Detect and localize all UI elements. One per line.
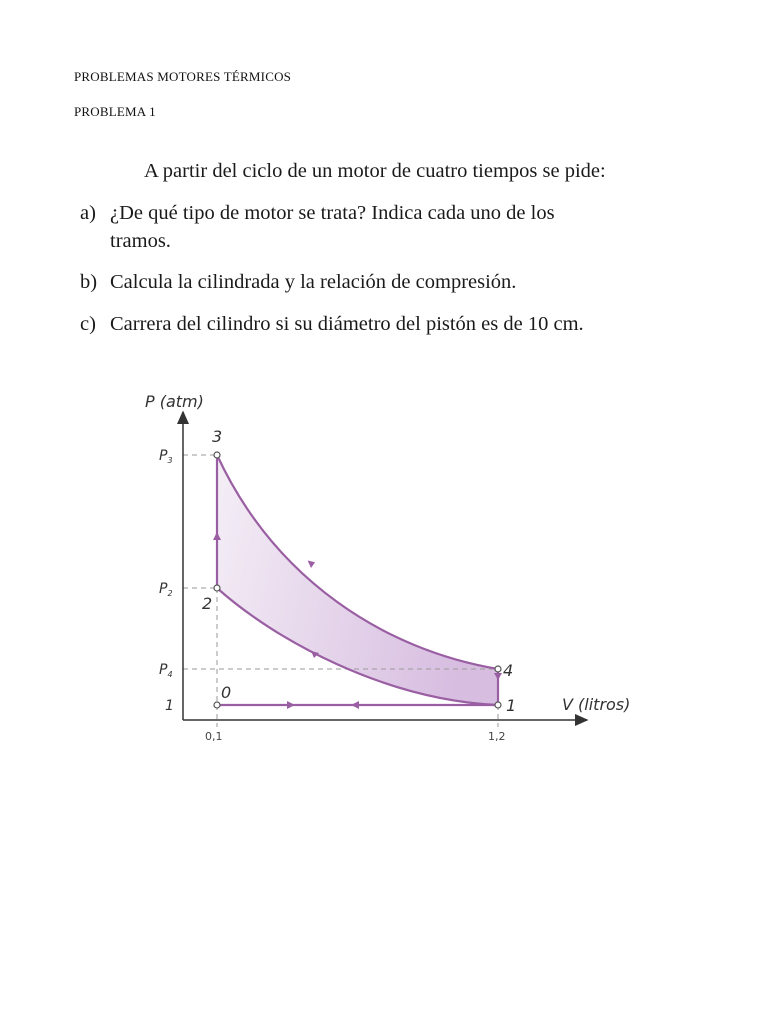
question-text: Carrera del cilindro si su diámetro del pistón es de 10 cm. [110,313,584,335]
point-3 [214,452,220,458]
point-label-0: 0 [221,683,232,702]
x-axis-label: V (litros) [562,695,631,714]
x-tick-0-1: 0,1 [205,730,223,743]
document-title: PROBLEMAS MOTORES TÉRMICOS [74,69,292,84]
x-tick-1-2: 1,2 [488,730,506,743]
y-tick-p4: $P_4$ [159,662,173,679]
question-letter: a) [80,202,96,224]
question-text: Calcula la cilindrada y la relación de compresión. [110,271,517,293]
point-1 [495,702,501,708]
y-tick-1: 1 [165,698,174,714]
y-axis-label: P (atm) [145,392,204,411]
y-tick-p3: $P_3$ [159,448,173,465]
y-tick-p2: $P_2$ [159,581,173,598]
problem-label: PROBLEMA 1 [74,104,156,119]
point-0 [214,702,220,708]
point-4 [495,666,501,672]
pv-diagram [125,380,655,760]
question-letter: c) [80,313,96,335]
question-c [80,310,700,338]
point-2 [214,585,220,591]
point-label-2: 2 [202,594,213,613]
question-a [80,199,700,255]
question-text: ¿De qué tipo de motor se trata? Indica cada uno de los [110,202,555,224]
question-b [80,268,700,296]
question-letter: b) [80,271,98,293]
point-label-1: 1 [506,696,517,715]
cycle-area [217,455,498,705]
pv-diagram-svg [125,380,655,760]
problem-intro: A partir del ciclo de un motor de cuatro tiempos se pide: [144,160,606,182]
point-label-4: 4 [503,661,514,680]
question-text-continued: tramos. [110,230,171,252]
point-label-3: 3 [212,427,223,446]
